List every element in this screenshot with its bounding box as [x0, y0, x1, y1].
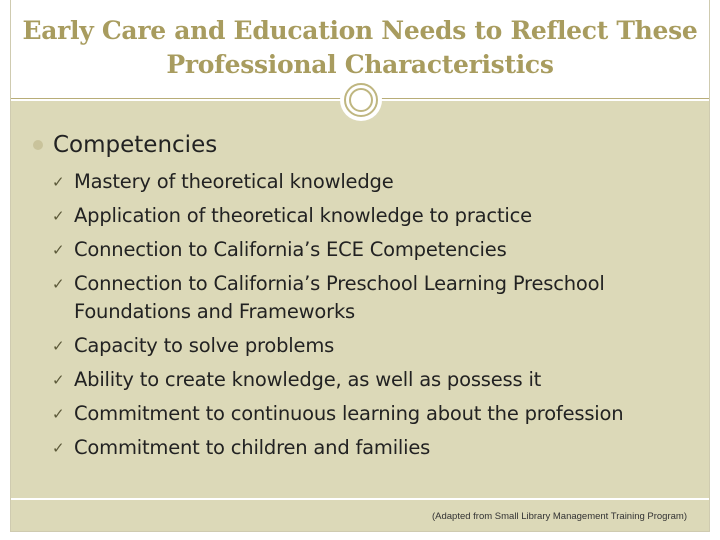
- slide-title: Early Care and Education Needs to Reflect These Professional Characteristics: [22, 16, 698, 79]
- list-item-text: Capacity to solve problems: [74, 334, 335, 357]
- section-heading: [33, 132, 217, 158]
- check-icon: ✓: [52, 241, 65, 259]
- check-icon: ✓: [52, 337, 65, 355]
- list-item: [52, 366, 702, 394]
- list-item-text: Connection to California’s ECE Competencies: [74, 238, 507, 261]
- list-item: [52, 434, 702, 462]
- list-item-text: Mastery of theoretical knowledge: [74, 170, 394, 193]
- check-icon: ✓: [52, 439, 65, 457]
- check-icon: ✓: [52, 173, 65, 191]
- footer-citation: (Adapted from Small Library Management Training Program): [431, 511, 687, 522]
- list-item-text: Commitment to children and families: [74, 436, 431, 459]
- check-icon: ✓: [52, 371, 65, 389]
- check-icon: ✓: [52, 275, 65, 293]
- list-item-text: Connection to California’s Preschool Learning Preschool Foundations and Frameworks: [74, 272, 605, 323]
- list-item-text: Ability to create knowledge, as well as possess it: [74, 368, 542, 391]
- list-item: [52, 332, 702, 360]
- list-item: [52, 400, 702, 428]
- check-icon: ✓: [52, 405, 65, 423]
- list-item: [52, 168, 702, 196]
- competency-list: [52, 168, 702, 468]
- footer-bar: [11, 500, 709, 531]
- inner-ring: [349, 88, 373, 112]
- list-item: [52, 202, 702, 230]
- check-icon: ✓: [52, 207, 65, 225]
- list-item-text: Application of theoretical knowledge to practice: [74, 204, 532, 227]
- list-item: [52, 270, 702, 326]
- heading-text: Competencies: [53, 132, 218, 158]
- footer-divider: [11, 498, 709, 499]
- list-item: [52, 236, 702, 264]
- circle-ornament-icon: [340, 79, 382, 121]
- bullet-dot-icon: [33, 140, 43, 150]
- list-item-text: Commitment to continuous learning about the profession: [74, 402, 624, 425]
